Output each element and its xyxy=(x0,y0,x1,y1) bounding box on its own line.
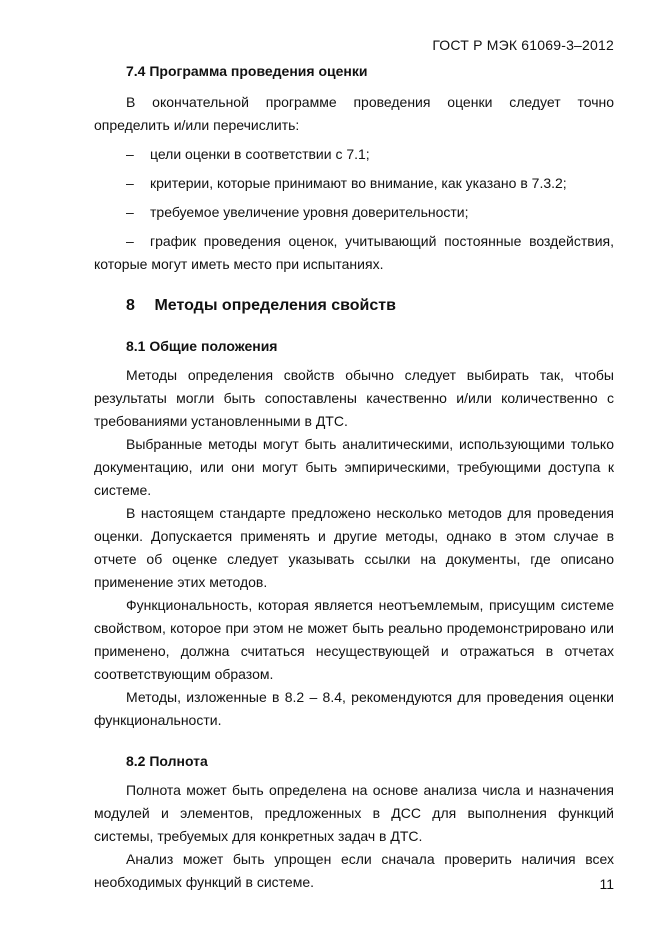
list-item-text: критерии, которые принимают во внимание, как указано в 7.3.2; xyxy=(150,175,567,191)
section-8-number: 8 xyxy=(126,297,135,314)
page-number: 11 xyxy=(599,876,614,892)
list-item xyxy=(94,172,614,195)
dash-marker: – xyxy=(126,146,134,162)
list-item-text: цели оценки в соответствии с 7.1; xyxy=(150,146,370,162)
list-item xyxy=(94,230,614,276)
list-item-text: требуемое увеличение уровня доверительности; xyxy=(150,204,469,220)
standard-header: ГОСТ Р МЭК 61069-3–2012 xyxy=(432,37,614,53)
dash-marker: – xyxy=(126,233,134,249)
paragraph: Выбранные методы могут быть аналитическими, использующими только документацию, или они могут быть эмпирическими, требующими доступа к системе. xyxy=(94,436,614,498)
paragraph: Функциональность, которая является неотъемлемым, присущим системе свойством, которое при этом не может быть реально продемонстрировано или применено, должна считаться несуществующей и отражаться в отчетах соответствующим образом. xyxy=(94,597,614,682)
paragraph: Анализ может быть упрощен если сначала проверить наличия всех необходимых функций в системе. xyxy=(94,851,614,890)
section-8-title xyxy=(94,294,614,317)
dash-marker: – xyxy=(126,175,134,191)
list-item xyxy=(94,143,614,166)
section-8-title-text: Методы определения свойств xyxy=(154,297,396,314)
list-item-text: график проведения оценок, учитывающий постоянные воздействия, которые могут иметь место при испытаниях. xyxy=(94,233,614,272)
section-8-2-title: 8.2 Полнота xyxy=(126,753,208,769)
paragraph: Методы определения свойств обычно следует выбирать так, чтобы результаты могли быть сопоставлены качественно и/или количественно с требованиями установленными в ДТС. xyxy=(94,367,614,429)
paragraph: Полнота может быть определена на основе анализа числа и назначения модулей и элементов, предложенных в ДСС для выполнения функций системы, требуемых для конкретных задач в ДТС. xyxy=(94,782,614,844)
list-item xyxy=(94,201,614,224)
section-7-4-title: 7.4 Программа проведения оценки xyxy=(126,63,368,79)
section-7-4-intro: В окончательной программе проведения оценки следует точно определить и/или перечислить: xyxy=(94,94,614,133)
page-content xyxy=(94,60,614,894)
section-8-1-title: 8.1 Общие положения xyxy=(126,338,278,354)
paragraph: В настоящем стандарте предложено несколько методов для проведения оценки. Допускается применять и другие методы, однако в этом случае в отчете об оценке следует указывать ссылки на документы, где описано применение этих методов. xyxy=(94,505,614,590)
dash-marker: – xyxy=(126,204,134,220)
paragraph: Методы, изложенные в 8.2 – 8.4, рекомендуются для проведения оценки функциональности. xyxy=(94,689,614,728)
